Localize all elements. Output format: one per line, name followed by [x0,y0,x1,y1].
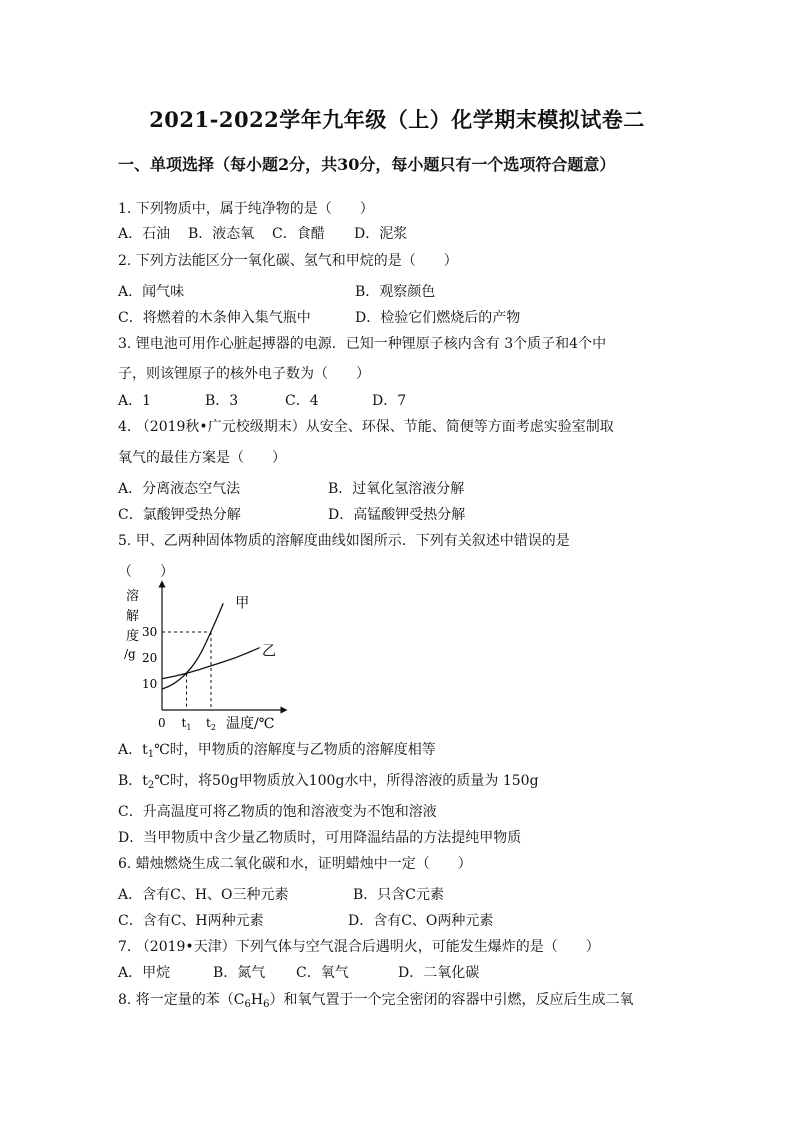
q3-option-a: A．1 [118,393,152,409]
q7-option-b: B．氮气 [213,965,266,981]
y-axis-label-unit: /g [124,647,136,661]
q6-option-d: D．含有C、O两种元素 [348,913,494,929]
q5-option-b: B．$t_2℃$时，将50g甲物质放入100g水中，所得溶液的质量为 150g [118,773,539,791]
q4-option-b: B．过氧化氢溶液分解 [328,481,465,497]
q3-option-b: B．3 [205,393,239,409]
x-tick-label-t2: $t_2$ [206,716,216,732]
series-label-yi: 乙 [262,643,276,660]
y-axis-label-char-2: 解 [126,609,140,624]
question-4-stem-line-2: 氧气的最佳方案是（ ） [118,450,286,466]
y-tick-label-20: 20 [142,651,158,665]
question-5-stem-line-2: （ ） [118,564,174,580]
x-tick-label-t1: $t_1$ [181,716,192,732]
q1-option-d: D．泥浆 [354,226,408,242]
q6-option-a: A．含有C、H、O三种元素 [118,887,289,903]
section-heading: 一、单项选择（每小题2分，共30分，每小题只有一个选项符合题意） [118,155,616,174]
question-4-stem-line-1: 4. （2019秋•广元校级期末）从安全、环保、节能、简便等方面考虑实验室制取 [118,419,614,435]
q2-option-d: D．检验它们燃烧后的产物 [355,310,521,326]
question-3-stem-line-2: 子，则该锂原子的核外电子数为（ ） [118,366,370,382]
q2-option-c: C．将燃着的木条伸入集气瓶中 [118,310,311,326]
q7-option-a: A．甲烷 [118,965,171,981]
q7-option-c: C．氧气 [296,965,349,981]
question-1-stem: 1. 下列物质中，属于纯净物的是（ ） [118,201,374,217]
q4-option-c: C．氯酸钾受热分解 [118,507,241,523]
q1-option-a: A．石油 [118,226,171,242]
q3-option-d: D．7 [372,393,407,409]
solubility-chart-svg [118,580,288,736]
q5-option-d: D．当甲物质中含少量乙物质时，可用降温结晶的方法提纯甲物质 [118,830,522,846]
q5-option-a: A．$t_1℃$时，甲物质的溶解度与乙物质的溶解度相等 [118,742,436,760]
y-tick-label-10: 10 [142,677,158,691]
x-tick-label-0: 0 [158,716,166,730]
q6-option-b: B．只含C元素 [353,887,444,903]
q2-option-b: B．观察颜色 [355,284,436,300]
q7-option-d: D．二氧化碳 [398,965,480,981]
question-8-stem: 8. 将一定量的苯$(C_6H_6)$和氧气置于一个完全密闭的容器中引燃，反应后生成二氧 [118,992,634,1010]
q3-option-c: C．4 [285,393,319,409]
exam-title: 2021-2022学年九年级（上）化学期末模拟试卷二 [149,107,645,132]
q2-option-a: A．闻气味 [118,284,185,300]
q6-option-c: C．含有C、H两种元素 [118,913,264,929]
series-label-jia: 甲 [235,595,250,612]
x-axis-label: 温度/℃ [226,716,275,732]
question-7-stem: 7. （2019•天津）下列气体与空气混合后遇明火，可能发生爆炸的是（ ） [118,939,600,955]
y-axis-label-char-1: 溶 [126,589,140,604]
q5-option-c: C．升高温度可将乙物质的饱和溶液变为不饱和溶液 [118,804,437,820]
q4-option-d: D．高锰酸钾受热分解 [328,507,466,523]
y-axis-label-char-3: 度 [126,629,140,644]
q1-option-b: B．液态氧 [188,226,255,242]
q4-option-a: A．分离液态空气法 [118,481,241,497]
question-5-stem-line-1: 5. 甲、乙两种固体物质的溶解度曲线如图所示．下列有关叙述中错误的是 [118,533,570,549]
q1-option-c: C．食醋 [272,226,325,242]
question-3-stem-line-1: 3. 锂电池可用作心脏起搏器的电源．已知一种锂原子核内含有 3个质子和4个中 [118,336,607,352]
question-2-stem: 2. 下列方法能区分一氧化碳、氢气和甲烷的是（ ） [118,253,458,269]
question-6-stem: 6. 蜡烛燃烧生成二氧化碳和水，证明蜡烛中一定（ ） [118,856,472,872]
solubility-chart [118,580,288,736]
y-tick-label-30: 30 [142,625,158,639]
